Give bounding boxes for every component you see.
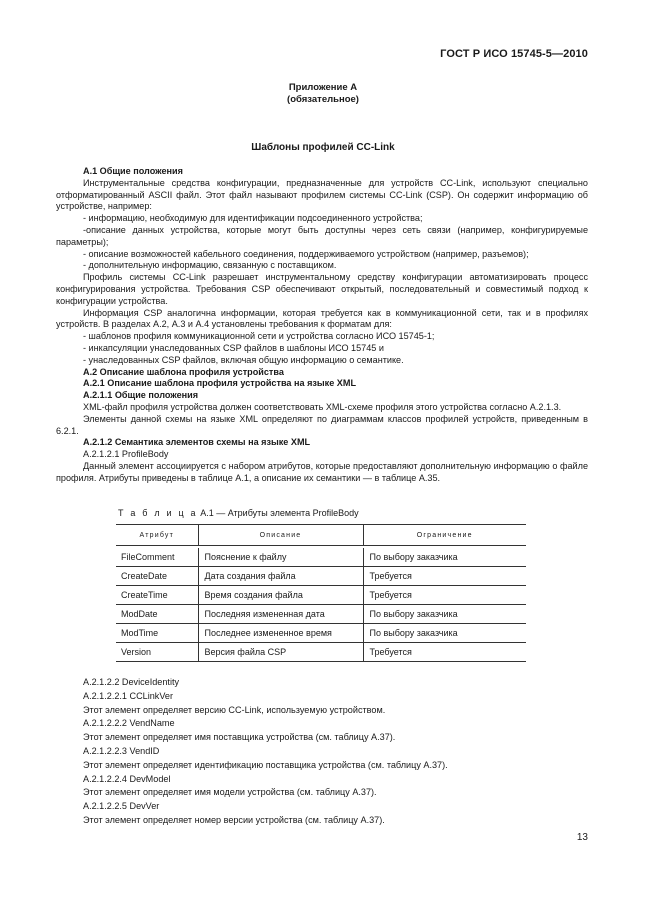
list-item: - шаблонов профиля коммуникационной сети и устройства согласно ИСО 15745-1; bbox=[83, 331, 435, 342]
cell-description: Дата создания файла bbox=[198, 567, 363, 586]
subsection-heading: А.2.1.2.2.4 DevModel bbox=[83, 773, 171, 784]
section-title: Шаблоны профилей CC-Link bbox=[251, 142, 395, 153]
cell-description: Последнее измененное время bbox=[198, 624, 363, 643]
attributes-table bbox=[116, 524, 526, 662]
table-row bbox=[116, 643, 526, 662]
heading-a1: А.1 Общие положения bbox=[83, 166, 183, 176]
table-row bbox=[116, 605, 526, 624]
list-item: - информацию, необходимую для идентификации подсоединенного устройства; bbox=[83, 213, 423, 224]
cell-constraint: По выбору заказчика bbox=[363, 605, 526, 624]
appendix-heading bbox=[0, 82, 646, 106]
table-header-row bbox=[116, 525, 526, 546]
paragraph: Данный элемент ассоциируется с набором атрибутов, которые предоставляют дополнительную информацию о файле профиля. Атрибуты приведены в таблице А.1, а описание их семантики — в таблице А.35. bbox=[56, 460, 588, 483]
list-item: - унаследованных CSP файлов, включая общую информацию о семантике. bbox=[83, 354, 404, 365]
heading-a2: А.2 Описание шаблона профиля устройства bbox=[83, 366, 284, 377]
header-constraint: Ограничение bbox=[363, 525, 526, 546]
cell-attribute: ModDate bbox=[116, 605, 198, 624]
paragraph: XML-файл профиля устройства должен соответствовать XML-схеме профиля этого устройства согласно А.2.1.3. bbox=[83, 401, 562, 412]
list-item: - описание возможностей кабельного соединения, поддерживаемого устройством (например, разъемов); bbox=[83, 248, 529, 259]
heading-a2121: А.2.1.2.1 ProfileBody bbox=[83, 449, 169, 460]
standard-header: ГОСТ Р ИСО 15745-5—2010 bbox=[440, 48, 588, 60]
subsection-heading: А.2.1.2.2.2 VendName bbox=[83, 718, 175, 729]
cell-attribute: ModTime bbox=[116, 624, 198, 643]
cell-description: Последняя измененная дата bbox=[198, 605, 363, 624]
subsection-heading: А.2.1.2.2.5 DevVer bbox=[83, 801, 160, 812]
heading-a212: А.2.1.2 Семантика элементов схемы на языке XML bbox=[83, 437, 311, 448]
paragraph: Этот элемент определяет версию CC-Link, используемую устройством. bbox=[83, 704, 386, 715]
body-text bbox=[56, 166, 588, 485]
cell-description: Версия файла CSP bbox=[198, 643, 363, 662]
paragraph: Элементы данной схемы на языке XML определяют по диаграммам классов профилей устройств, приведенным в 6.2.1. bbox=[56, 413, 588, 436]
cell-attribute: CreateTime bbox=[116, 586, 198, 605]
after-table-text bbox=[56, 676, 588, 828]
appendix-title: Приложение А bbox=[288, 82, 358, 93]
paragraph: Инструментальные средства конфигурации, предназначенные для устройств CC-Link, используют специально отформатированный ASCII файл. Этот файл называют профилем системы CC-Link (CSP). Он содержит информацию об устройстве, например: bbox=[56, 177, 588, 212]
cell-constraint: Требуется bbox=[363, 643, 526, 662]
cell-attribute: Version bbox=[116, 643, 198, 662]
cell-constraint: Требуется bbox=[363, 567, 526, 586]
table-caption bbox=[118, 508, 359, 518]
cell-constraint: По выбору заказчика bbox=[363, 624, 526, 643]
heading-a21: А.2.1 Описание шаблона профиля устройства на языке XML bbox=[83, 378, 356, 389]
cell-attribute: CreateDate bbox=[116, 567, 198, 586]
cell-description: Пояснение к файлу bbox=[198, 548, 363, 567]
appendix-status: (обязательное) bbox=[287, 94, 359, 105]
table-row bbox=[116, 567, 526, 586]
table-row bbox=[116, 624, 526, 643]
paragraph: Этот элемент определяет имя модели устройства (см. таблицу А.37). bbox=[83, 787, 377, 798]
cell-description: Время создания файла bbox=[198, 586, 363, 605]
list-item: -описание данных устройства, которые могут быть доступны через сеть связи (например, конфигурируемые параметры); bbox=[56, 224, 588, 247]
cell-constraint: По выбору заказчика bbox=[363, 548, 526, 567]
table-caption-text: А.1 — Атрибуты элемента ProfileBody bbox=[200, 508, 359, 518]
list-item: - инкапсуляции унаследованных CSP файлов в шаблоны ИСО 15745 и bbox=[83, 342, 384, 353]
subsection-heading: А.2.1.2.2 DeviceIdentity bbox=[83, 677, 180, 687]
table-row bbox=[116, 586, 526, 605]
cell-attribute: FileComment bbox=[116, 548, 198, 567]
header-attribute: Атрибут bbox=[116, 525, 198, 546]
page-number: 13 bbox=[576, 832, 588, 843]
header-description: Описание bbox=[198, 525, 363, 546]
paragraph: Информация CSP аналогична информации, которая требуется как в коммуникационной сети, так и в профилях устройств. В разделах А.2, А.3 и А.4 установлены требования к форматам для: bbox=[56, 307, 588, 330]
paragraph: Этот элемент определяет идентификацию поставщика устройства (см. таблицу А.37). bbox=[83, 759, 448, 770]
table-row bbox=[116, 548, 526, 567]
subsection-heading: А.2.1.2.2.3 VendID bbox=[83, 745, 160, 756]
table-caption-prefix: Т а б л и ц а bbox=[118, 508, 198, 518]
heading-a211: А.2.1.1 Общие положения bbox=[83, 390, 199, 401]
list-item: - дополнительную информацию, связанную с поставщиком. bbox=[83, 260, 337, 271]
paragraph: Этот элемент определяет номер версии устройства (см. таблицу А.37). bbox=[83, 814, 385, 825]
cell-constraint: Требуется bbox=[363, 586, 526, 605]
subsection-heading: А.2.1.2.2.1 CCLinkVer bbox=[83, 690, 173, 701]
paragraph: Профиль системы CC-Link разрешает инструментальному средству конфигурации автоматизировать процесс конфигурирования устройства. Требования CSP обеспечивают открытый, последовательный и совместимый подход к конфигурации устройства. bbox=[56, 272, 588, 306]
paragraph: Этот элемент определяет имя поставщика устройства (см. таблицу А.37). bbox=[83, 732, 396, 743]
